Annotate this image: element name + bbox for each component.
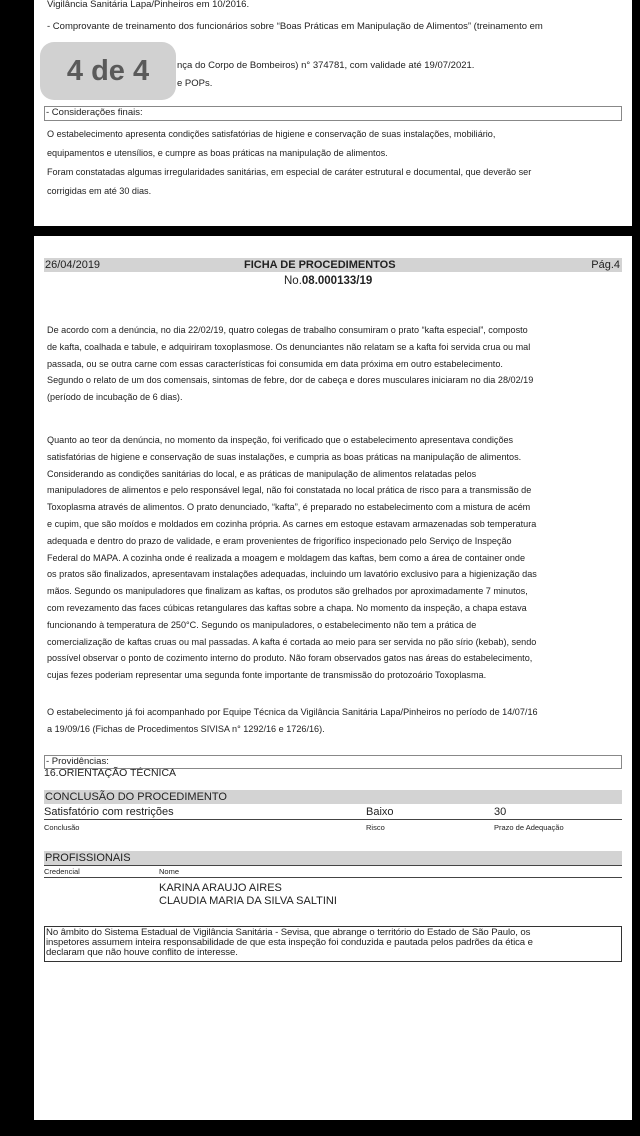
deadline-label: Prazo de Adequação <box>494 823 564 832</box>
text-line: Quanto ao teor da denúncia, no momento da inspeção, foi verificado que o estabelecimento apresentava condições <box>47 435 514 445</box>
text-line: passada, ou se outra carne com essas características foi consumida em data próxima em outro estabelecimento. <box>47 358 503 369</box>
text-line: manipuladores de alimentos e pelo responsável legal, não foi constatada no local prática de risco para a transmissão de <box>47 485 532 496</box>
text-line: O estabelecimento já foi acompanhado por Equipe Técnica da Vigilância Sanitária Lapa/Pinheiros no período de 14/07/16 <box>47 707 538 717</box>
risk-value: Baixo <box>366 806 394 818</box>
text-line: de kafta, coalhada e tabule, e adquiriram toxoplasmose. Os denunciantes não relatam se a kafta foi servida crua ou mal <box>47 341 531 352</box>
paragraph-history <box>47 704 619 738</box>
text-line: adequada e dentro do prazo de validade, e eram provenientes de frigorífico inspecionado pelo Serviço de Inspeção <box>47 535 512 546</box>
professionals-header <box>44 851 622 865</box>
text-line: possível observar o ponto de cozimento interno do produto. Não foram observados gatos nas áreas do estabelecimento, <box>47 653 533 664</box>
text-line: com revezamento das faces cúbicas retangulares das kaftas sobre a chapa. No momento da inspeção, a chapa estava <box>47 602 527 613</box>
ethics-line: No âmbito do Sistema Estadual de Vigilância Sanitária - Sevisa, que abrange o território do Estado de São Paulo, os <box>46 927 531 938</box>
conclusion-title: CONCLUSÃO DO PROCEDIMENTO <box>45 791 227 803</box>
text-line: os pratos são finalizados, apresentavam instalações adequadas, incluindo um lavatório exclusivo para a higienização das <box>47 569 537 580</box>
text-line: Segundo o relato de um dos comensais, sintomas de febre, dor de cabeça e dores musculares iniciaram no dia 28/02/19 <box>47 375 534 386</box>
considerations-label: - Considerações finais: <box>46 107 143 118</box>
text-line: Considerando as condições sanitárias do local, e as práticas de manipulação de alimentos relatadas pelos <box>47 468 477 479</box>
text-line: cujas fezes poderiam representar uma segunda fonte importante de transmissão do protozoário Toxoplasma. <box>47 670 487 681</box>
procedure-number <box>284 275 372 287</box>
page-indicator: 4 de 4 <box>40 42 176 100</box>
providencias-value: 16.ORIENTAÇÃO TÉCNICA <box>44 767 177 779</box>
text-line: Foram constatadas algumas irregularidades sanitárias, em especial de caráter estrutural e documental, que deverão ser <box>47 167 532 177</box>
professionals-title: PROFISSIONAIS <box>45 852 131 864</box>
paragraph-complaint <box>47 322 619 406</box>
text-line: comercialização de kaftas cruas ou mal passadas. A kafta é cortada ao meio para ser servida no pão sírio (kebab), sendo <box>47 636 537 647</box>
professional-name: KARINA ARAUJO AIRES <box>159 882 282 894</box>
ethics-statement-box <box>44 926 622 962</box>
text-line: corrigidas em até 30 dias. <box>47 186 152 196</box>
text-line: a 19/09/16 (Fichas de Procedimentos SIVISA n° 1292/16 e 1726/16). <box>47 723 325 734</box>
page-header-bar <box>44 258 622 272</box>
ethics-line: declaram que não houve conflito de interesse. <box>46 947 238 958</box>
previous-page <box>34 0 632 226</box>
ethics-line: inspetores assumem inteira responsabilidade de que esta inspeção foi conduzida e pautada pelos padrões da ética e <box>46 937 533 948</box>
divider <box>44 865 622 866</box>
header-page: Pág.4 <box>591 259 620 271</box>
prev-line-3: nça do Corpo de Bombeiros) n° 374781, com validade até 19/07/2021. <box>177 60 475 71</box>
text-line: funcionando à temperatura de 250°C. Segundo os manipuladores, o estabelecimento não tem a prática de <box>47 619 477 630</box>
text-line: equipamentos e utensílios, e cumpre as boas práticas na manipulação de alimentos. <box>47 148 388 158</box>
providencias-label: - Providências: <box>46 756 109 767</box>
procedure-number-prefix: No. <box>284 275 302 287</box>
prev-line-4: e POPs. <box>177 78 213 89</box>
paragraph-inspection <box>47 432 619 684</box>
professional-name: CLAUDIA MARIA DA SILVA SALTINI <box>159 895 337 907</box>
name-column-label: Nome <box>159 867 180 876</box>
considerations-box <box>44 106 622 121</box>
conclusion-result: Satisfatório com restrições <box>44 806 174 818</box>
risk-label: Risco <box>366 823 385 832</box>
procedure-number-value: 08.000133/19 <box>301 275 373 287</box>
prev-line-1: Vigilância Sanitária Lapa/Pinheiros em 10/2016. <box>47 0 250 10</box>
text-line: Toxoplasma através de alimentos. O prato denunciado, “kafta”, é preparado no estabelecimento com a mistura de acém <box>47 502 531 513</box>
text-line: e cupim, que são moídos e moldados em cozinha própria. As carnes em estoque estavam armazenadas sob temperatura <box>47 518 537 529</box>
conclusion-label: Conclusão <box>44 823 80 832</box>
text-line: De acordo com a denúncia, no dia 22/02/19, quatro colegas de trabalho consumiram o prato “kafta especial”, composto <box>47 325 528 335</box>
text-line: mãos. Segundo os manipuladores que finalizam as kaftas, os produtos são grelhados por aproximadamente 7 minutos, <box>47 586 528 597</box>
divider <box>44 877 622 878</box>
text-line: satisfatórias de higiene e conservação de suas instalações, e cumpria as boas práticas na manipulação de alimentos. <box>47 451 522 462</box>
header-date: 26/04/2019 <box>45 259 101 271</box>
text-line: (período de incubação de 6 dias). <box>47 392 183 403</box>
prev-line-2: - Comprovante de treinamento dos funcionários sobre “Boas Práticas em Manipulação de Alimentos” (treinamento em <box>47 21 543 32</box>
procedure-page <box>34 236 632 1120</box>
header-title: FICHA DE PROCEDIMENTOS <box>244 259 396 271</box>
text-line: Federal do MAPA. A cozinha onde é realizada a moagem e moldagem das kaftas, bem como a área de container onde <box>47 552 526 563</box>
credential-column-label: Credencial <box>44 867 80 876</box>
conclusion-header <box>44 790 622 804</box>
divider <box>44 819 622 820</box>
considerations-text <box>47 125 619 201</box>
deadline-value: 30 <box>494 806 507 818</box>
text-line: O estabelecimento apresenta condições satisfatórias de higiene e conservação de suas instalações, mobiliário, <box>47 129 496 139</box>
